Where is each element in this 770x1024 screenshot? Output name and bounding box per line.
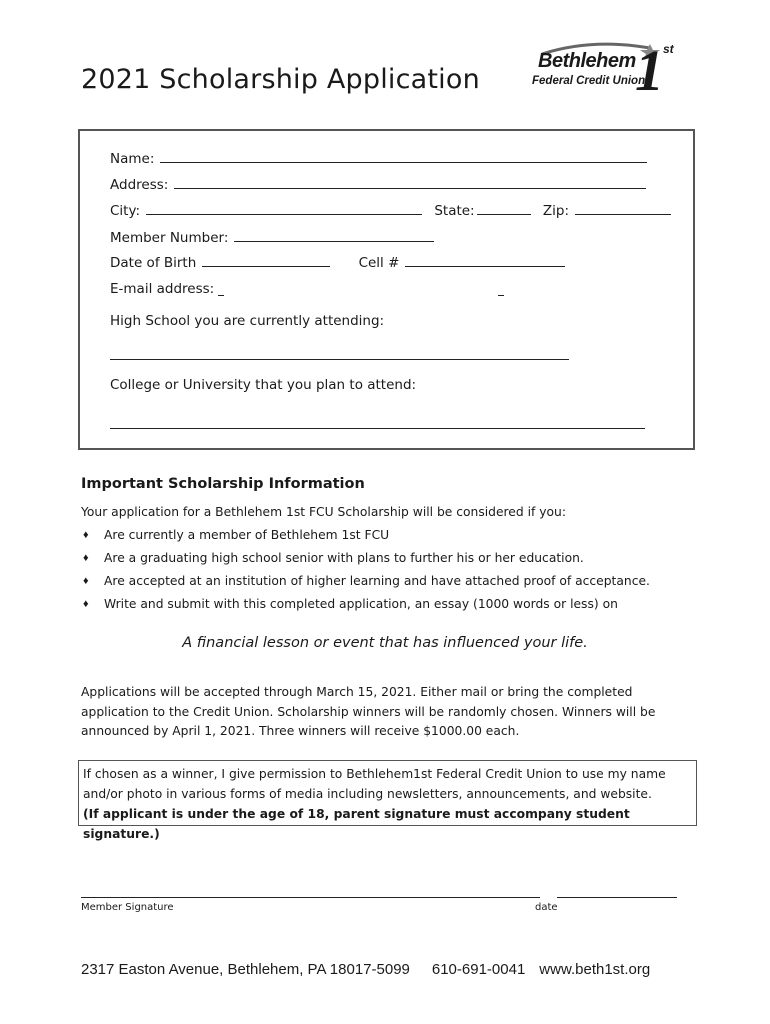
permission-box <box>78 760 697 841</box>
state-label: State: <box>434 203 475 219</box>
city-field[interactable] <box>146 202 422 215</box>
bullet-item: Write and submit with this completed application, an essay (1000 words or less) on <box>104 597 618 611</box>
dob-field[interactable] <box>202 254 330 267</box>
email-field-start[interactable] <box>218 295 224 296</box>
bullet-glyph: ♦ <box>83 552 89 564</box>
member-number-label: Member Number: <box>110 230 229 246</box>
bullet-item: Are accepted at an institution of higher learning and have attached proof of acceptance. <box>104 574 650 588</box>
date-label: date <box>535 902 558 913</box>
member-signature-field[interactable] <box>81 897 540 898</box>
dob-label: Date of Birth <box>110 255 197 271</box>
logo-numeral: 1 <box>635 38 664 103</box>
essay-topic: A financial lesson or event that has influenced your life. <box>182 635 588 651</box>
bullet-item: Are currently a member of Bethlehem 1st FCU <box>104 528 390 542</box>
permission-line: and/or photo in various forms of media including newsletters, announcements, and website. <box>83 787 652 801</box>
logo-line1: Bethlehem <box>538 50 636 72</box>
footer-address: 2317 Easton Avenue, Bethlehem, PA 18017-5099 <box>81 961 410 978</box>
bethlehem-logo <box>532 40 682 102</box>
email-label: E-mail address: <box>110 281 215 297</box>
high-school-label: High School you are currently attending: <box>110 313 385 329</box>
page-title: 2021 Scholarship Application <box>81 64 480 95</box>
footer-phone: 610-691-0041 <box>431 961 526 978</box>
footer <box>81 961 650 978</box>
footer-website: www.beth1st.org <box>539 961 651 978</box>
name-label: Name: <box>110 151 155 167</box>
logo-suffix: st <box>663 42 674 56</box>
high-school-field[interactable] <box>110 359 569 360</box>
permission-note: (If applicant is under the age of 18, parent signature must accompany student signature.) <box>83 807 630 841</box>
zip-label: Zip: <box>542 203 570 219</box>
cell-field[interactable] <box>405 254 565 267</box>
bullet-item: Are a graduating high school senior with plans to further his or her education. <box>104 551 584 565</box>
city-label: City: <box>110 203 141 219</box>
email-field-end[interactable] <box>498 295 504 296</box>
zip-field[interactable] <box>575 202 671 215</box>
member-number-field[interactable] <box>234 229 434 242</box>
dob-cell-row <box>110 254 565 271</box>
state-field[interactable] <box>477 202 531 215</box>
info-intro: Your application for a Bethlehem 1st FCU Scholarship will be considered if you: <box>81 505 566 519</box>
date-field[interactable] <box>557 897 677 898</box>
application-deadline-text: Applications will be accepted through March 15, 2021. Either mail or bring the completed application to the Credit Union. Scholarship winners will be randomly chosen. Winners will be announced by April 1, 2021. Three winners will receive $1000.00 each. <box>81 685 656 738</box>
member-signature-label: Member Signature <box>81 902 174 913</box>
college-field[interactable] <box>110 428 645 429</box>
bullet-glyph: ♦ <box>83 598 89 610</box>
bullet-glyph: ♦ <box>83 529 89 541</box>
logo-line2: Federal Credit Union <box>532 75 646 87</box>
name-field[interactable] <box>160 150 647 163</box>
address-field[interactable] <box>174 176 646 189</box>
bullet-glyph: ♦ <box>83 575 89 587</box>
member-number-row <box>110 229 434 246</box>
info-heading: Important Scholarship Information <box>81 476 365 492</box>
permission-line: If chosen as a winner, I give permission to Bethlehem1st Federal Credit Union to use my name <box>83 767 666 781</box>
address-row <box>110 176 646 193</box>
cell-label: Cell # <box>358 255 400 271</box>
address-label: Address: <box>110 177 169 193</box>
email-row <box>110 281 214 297</box>
city-state-zip-row <box>110 202 671 219</box>
name-row <box>110 150 647 167</box>
college-label: College or University that you plan to attend: <box>110 377 417 393</box>
